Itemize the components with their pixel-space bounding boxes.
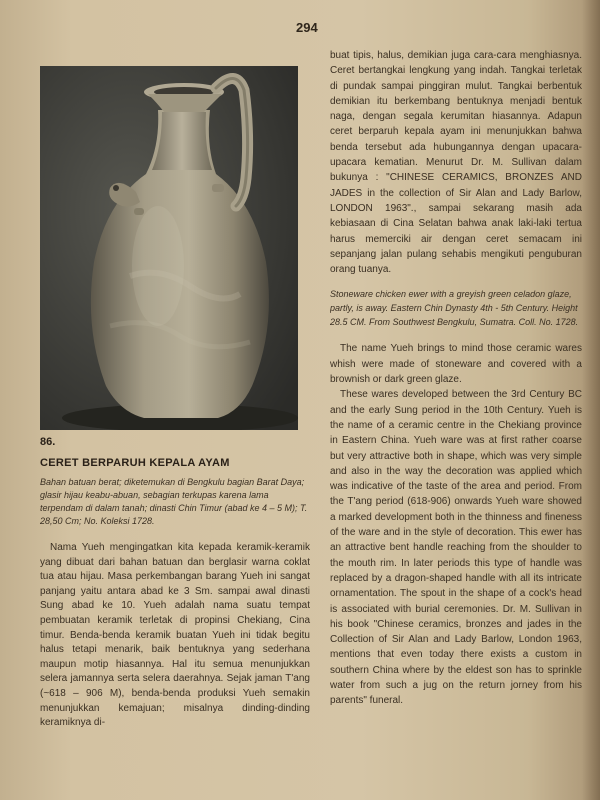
body-text-indonesian-continued: buat tipis, halus, demikian juga cara-cara menghiasnya. Ceret bertangkai lengkung yang indah. Tangkai terletak di pundak sampai pinggiran mulut. Tangkai berbentuk demikian itu berkembang bentuknya menjadi bentuk naga, dengan segala kerumitan hiasannya. Adapun ceret berparuh kepala ayam ini menunjukkan bahwa benda tersebut ada hubungannya dengan upacara-upacara kematian. Menurut Dr. M. Sullivan dalam bukunya : "CHINESE CERAMICS, BRONZES AND JADES in the collection of Sir Alan and Lady Barlow, LONDON 1963"., sampai sekarang masih ada kebiasaan di Cina Selatan bahwa anak laki-laki tertua harus memerciki air dengan ceret semacam ini sepanjang jalan pulang sehabis mengikuti penguburan orang tuanya. <box>330 50 582 276</box>
figure-number: 86. <box>40 436 56 448</box>
page-number: 294 <box>296 20 318 35</box>
figure-caption-indonesian: Bahan batuan berat; diketemukan di Bengkulu bagian Barat Daya; glasir hijau keabu-abuan, sebagian terkupas karena lama terpendam di dalam tanah; dinasti Chin Timur (abad ke 4 – 5 M); T. 28,50 Cm; No. Koleksi 1728. <box>40 477 308 526</box>
left-column <box>40 436 310 731</box>
figure-caption-english: Stoneware chicken ewer with a greyish green celadon glaze, partly, is away. Eastern Chin Dynasty 4th - 5th Century. Height 28.5 CM. From Southwest Bengkulu, Sumatra. Coll. No. 1728. <box>330 289 579 328</box>
figure-title: CERET BERPARUH KEPALA AYAM <box>40 457 230 469</box>
right-column <box>330 48 582 709</box>
body-text-english-paragraph-2: These wares developed between the 3rd Century BC and the early Sung period in the 10th Century. Yueh is the name of a ceramic centre in the Chekiang province in Eastern China. Yueh ware was at first rather coarse but very attractive both in shape, which was very simple and also in the way the decoration was applied which was indicative of the taste of the area and period. From the T'ang period (618-906) onwards Yueh ware showed a marked development both in the thinness and fineness of the ware and in the style of decoration. This ewer has an attractive bent handle reaching from the shoulder to the mouth rim. In later periods this type of handle was replaced by a dragon-shaped handle with all its intricate ornamentation. The spout in the shape of a cock's head is associated with burial ceremonies. Dr. M. Sullivan in his book "Chinese ceramics, bronzes and jades in the Collection of Sir Alan and Lady Barlow, London 1963, mentions that even today there exists a custom in southern China where by the eldest son has to sprinkle water from such a jug on the return jorney from his parents" funeral. <box>330 389 582 707</box>
body-text-indonesian: Nama Yueh mengingatkan kita kepada keramik-keramik yang dibuat dari bahan batuan dan berglasir warna coklat tua atau hijau. Masa perkembangan barang Yueh ini sangat panjang yaitu antara abad ke 3 Sm. sampai awal dinasti Sung abad ke 10. Yueh adalah nama suatu tempat pembuatan keramik terletak di propinsi Chekiang, Cina timur. Benda-benda keramik buatan Yueh ini tidak begitu halus tetapi menarik, baik bentuknya yang sederhana maupun motip hiasannya. Hal itu semua menunjukkan selera jamannya serta selera daerahnya. Sejak jaman T'ang (~618 – 906 M), benda-benda produksi Yueh semakin menunjukkan kemajuan; misalnya dinding-dinding keramiknya di- <box>40 542 310 729</box>
body-text-english-paragraph-1: The name Yueh brings to mind those ceramic wares whish were made of stoneware and covered with a brownish or dark green glaze. <box>330 343 582 386</box>
ewer-photograph <box>40 66 298 430</box>
page-gutter-shadow <box>582 0 600 800</box>
